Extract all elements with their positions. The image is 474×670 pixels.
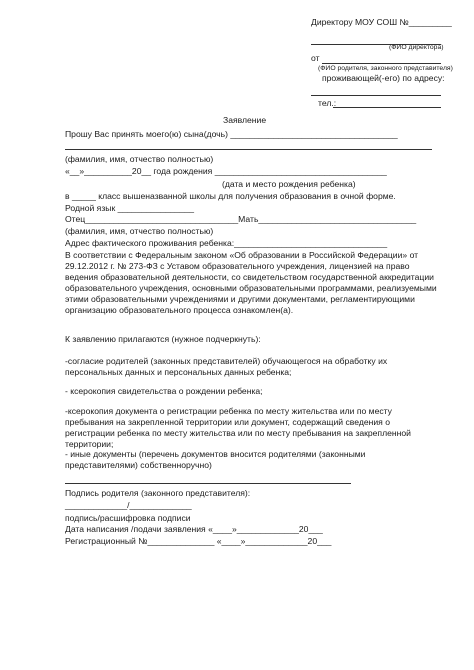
attachment-registration: -ксерокопия документа о регистрации ребенка по месту жительства или по месту пребывания на закрепленной территории или документ, содержащий сведения о регистрации ребенка по месту жительства или по месту пребывания на закрепленной территории; <box>65 406 411 449</box>
page-title: Заявление <box>223 115 267 125</box>
request-line: Прошу Вас принять моего(ю) сына(дочь) ___________________________________ <box>65 129 398 139</box>
law-paragraph: В соответствии с Федеральным законом «Об образовании в Российской Федерации» от 29.12.2012 г. № 273-ФЗ с Уставом образовательного учреждения, лицензией на право ведения образовательной деятельности, со свидетельством государственной аккредитации образовательного учреждения, основными образовательными программами, реализуемыми этими образовательными учреждениями и другими документами, регламентирующими организацию образовательного процесса ознакомлен(а). <box>65 250 437 315</box>
to-director-line: Директору МОУ СОШ №_________ <box>311 17 452 27</box>
signature-field[interactable]: _____________/_____________ <box>65 500 192 510</box>
other-documents-field[interactable] <box>65 483 351 484</box>
parents-line: Отец________________________________Мать_________________________________ <box>65 214 417 224</box>
from-label: от <box>311 53 320 63</box>
date-line: Дата написания /подачи заявления «____»_____________20___ <box>65 524 323 534</box>
address-line: Адрес фактического проживания ребенка:________________________________ <box>65 238 388 248</box>
signature-hint: подпись/расшифровка подписи <box>65 513 191 523</box>
parent-name-hint: (ФИО родителя, законного представителя) <box>318 65 453 72</box>
residing-label: проживающей(-его) по адресу: <box>322 73 445 83</box>
attachments-intro: К заявлению прилагаются (нужное подчеркнуть): <box>65 334 261 344</box>
birth-hint: (дата и место рождения ребенка) <box>222 179 356 189</box>
parents-fio-hint: (фамилия, имя, отчество полностью) <box>65 226 214 236</box>
director-name-hint: (ФИО директора) <box>389 44 444 51</box>
attachment-birth-certificate: - ксерокопия свидетельства о рождении ребенка; <box>65 386 263 396</box>
registration-line: Регистрационный №______________ «____»_____________20___ <box>65 536 332 546</box>
attachment-consent: -согласие родителей (законных представителей) обучающегося на обработку их персональных данных и персональных данных ребенка; <box>65 356 388 377</box>
child-fio-hint: (фамилия, имя, отчество полностью) <box>65 154 214 164</box>
native-language-line: Родной язык ________________ <box>65 203 195 213</box>
attachment-other: - иные документы (перечень документов вносится родителями (законными представителями) собственноручно) <box>65 449 366 470</box>
birth-line: «__»__________20__ года рождения ____________________________________ <box>65 166 387 176</box>
class-line: в _____ класс вышеназванной школы для получения образования в очной форме. <box>65 191 396 201</box>
phone-field[interactable] <box>333 107 441 108</box>
address-field[interactable] <box>311 95 441 96</box>
child-name-continuation-field[interactable] <box>65 149 432 150</box>
phone-label: тел.: <box>318 98 337 108</box>
signature-label: Подпись родителя (законного представителя): <box>65 488 251 498</box>
